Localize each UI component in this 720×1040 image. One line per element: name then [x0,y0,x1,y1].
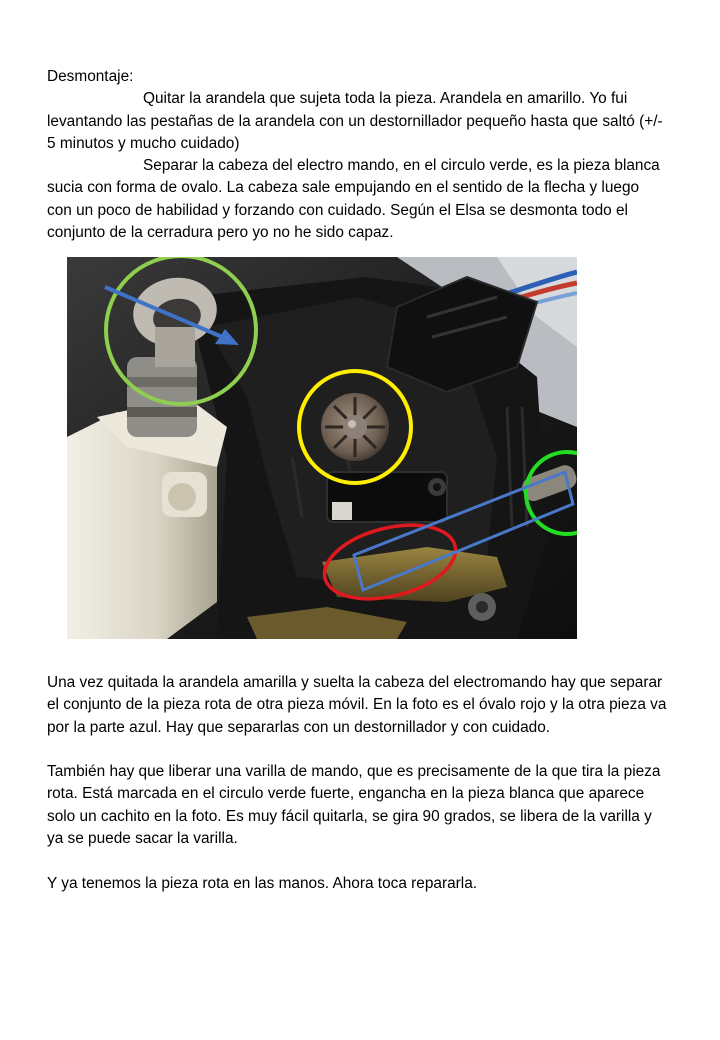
section-heading: Desmontaje: [47,68,134,85]
paragraph-closing: Y ya tenemos la pieza rota en las manos. Ahora toca repararla. [47,874,478,892]
paragraph-gap [47,739,667,761]
paragraph-rod: También hay que liberar una varilla de mando, que es precisamente de la que tira la pieza rota. Está marcada en el circulo verde fuerte, engancha en la pieza blanca que aparece solo un cachito en la foto. Es muy fácil quitarla, se gira 90 grados, se libera de la varilla y ya se puede sacar la varilla. [47,763,661,848]
paragraph-head: Separar la cabeza del electro mando, en el circulo verde, es la pieza blanca sucia con forma de ovalo. La cabeza sale empujando en el sentido de la flecha y luego con un poco de habilidad y forzando con cuidado. Según el Elsa se desmonta todo el conjunto de la cerradura pero yo no he sido capaz. [47,157,660,242]
lock-mechanism-photo [67,257,577,639]
after-section [47,672,667,895]
intro-section [47,66,667,244]
shaft [127,357,197,437]
paragraph-gap [47,850,667,872]
paragraph-separate: Una vez quitada la arandela amarilla y suelta la cabeza del electromando hay que separar el conjunto de la pieza rota de otra pieza móvil. En la foto es el óvalo rojo y la otra pieza va por la parte azul. Hay que separarlas con un destornillador y con cuidado. [47,674,667,736]
paragraph-washer: Quitar la arandela que sujeta toda la pieza. Arandela en amarillo. Yo fui levantando las pestañas de la arandela con un destornillador pequeño hasta que saltó (+/- 5 minutos y mucho cuidado) [47,90,663,152]
